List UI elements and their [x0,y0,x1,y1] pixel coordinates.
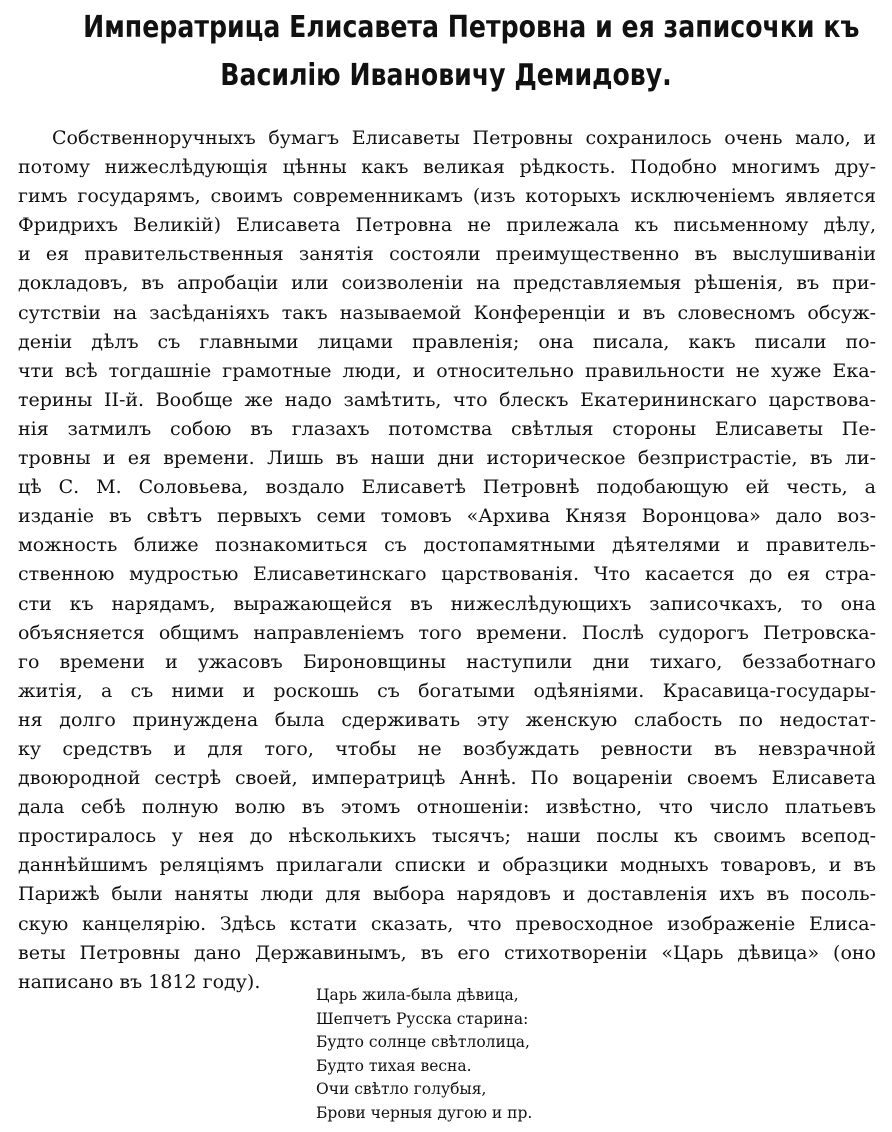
poem-line: Будто тихая весна. [316,1056,472,1075]
body-line: Парижѣ были наняты люди для выбора нарядовъ и доставленія ихъ въ посоль- [18,883,876,906]
body-line: простиралось у нея до нѣсколькихъ тысячъ; наши послы къ своимъ всепод- [18,825,876,848]
body-line: изданіе въ свѣтъ первыхъ семи томовъ «Архива Князя Воронцова» дало воз- [18,505,876,528]
body-line: тровны и ея времени. Лишь въ наши дни историческое безпристрастіе, въ ли- [18,447,876,470]
body-line: чти всѣ тогдашніе грамотные люди, и относительно правильности не хуже Ека- [18,359,876,382]
body-line: терины II-й. Вообще же надо замѣтить, что блескъ Екатерининскаго царствова- [18,388,876,411]
poem-line: Очи свѣтло голубыя, [316,1080,487,1099]
body-line: можность ближе познакомиться съ достопамятными дѣятелями и правитель- [18,534,876,557]
body-line: гимъ государямъ, своимъ современникамъ (изъ которыхъ исключеніемъ является [18,185,876,208]
body-paragraph [18,124,876,997]
body-line: житія, а съ ними и роскошь съ богатыми одѣяніями. Красавица-государы- [18,679,876,702]
body-line: даннѣйшимъ реляціямъ прилагали списки и образцики модныхъ товаровъ, и въ [18,854,876,877]
body-line: докладовъ, въ апробаціи или соизволеніи на представляемыя рѣшенія, въ при- [18,272,876,295]
body-line: написано въ 1812 году). [18,970,261,993]
body-line: Фридрихъ Великій) Елисавета Петровна не прилежала къ письменному дѣлу, [18,214,876,237]
title-line-2: Василію Ивановичу Демидову. [220,58,672,93]
poem-line: Будто солнце свѣтлолица, [316,1033,530,1052]
body-line: деніи дѣлъ съ главными лицами правленія; она писала, какъ писали по- [18,330,876,353]
body-line: Собственноручныхъ бумагъ Елисаветы Петровны сохранилось очень мало, и [52,127,876,149]
body-line: цѣ С. М. Соловьева, воздало Елисаветѣ Петровнѣ подобающую ей честь, а [18,476,876,499]
body-line: и ея правительственныя занятія состояли преимущественно въ выслушиваніи [18,243,876,266]
body-line: веты Петровны дано Державинымъ, въ его стихотвореніи «Царь дѣвица» (оно [18,941,876,964]
body-line: сутствіи на засѣданіяхъ такъ называемой Конференціи и въ словесномъ обсуж- [18,301,876,324]
body-line: скую канцелярію. Здѣсь кстати сказать, что превосходное изображеніе Елиса- [18,912,876,935]
body-line: двоюродной сестрѣ своей, императрицѣ Аннѣ. По воцареніи своемъ Елисавета [18,767,876,790]
body-line: ку средствъ и для того, чтобы не возбуждать ревности въ невзрачной [18,737,876,760]
body-line: го времени и ужасовъ Бироновщины наступили дни тихаго, беззаботнаго [18,650,876,673]
body-line: потому нижеслѣдующія цѣнны какъ великая рѣдкость. Подобно многимъ дру- [18,156,876,179]
body-line: ня долго принуждена была сдерживать эту женскую слабость по недостат- [18,708,876,731]
body-line: сти къ нарядамъ, выражающейся въ нижеслѣдующихъ записочкахъ, то она [18,592,876,615]
poem-line: Шепчетъ Русска старина: [316,1009,529,1028]
body-line: ственною мудростью Елисаветинскаго царствованія. Что касается до ея стра- [18,563,876,586]
body-line: нія затмилъ собою въ глазахъ потомства свѣтлыя стороны Елисаветы Пе- [18,417,876,440]
poem-line: Брови черныя дугою и пр. [316,1103,533,1122]
body-line: дала себѣ полную волю въ этомъ отношеніи: извѣстно, что число платьевъ [18,796,876,819]
body-line: объясняется общимъ направленіемъ того времени. Послѣ судорогъ Петровска- [18,621,876,644]
article-title [83,4,860,100]
poem-quote [316,984,876,1126]
poem-line: Царь жила-была дѣвица, [316,986,519,1004]
title-line-1: Императрица Елисавета Петровна и ея записочки къ [83,10,860,45]
